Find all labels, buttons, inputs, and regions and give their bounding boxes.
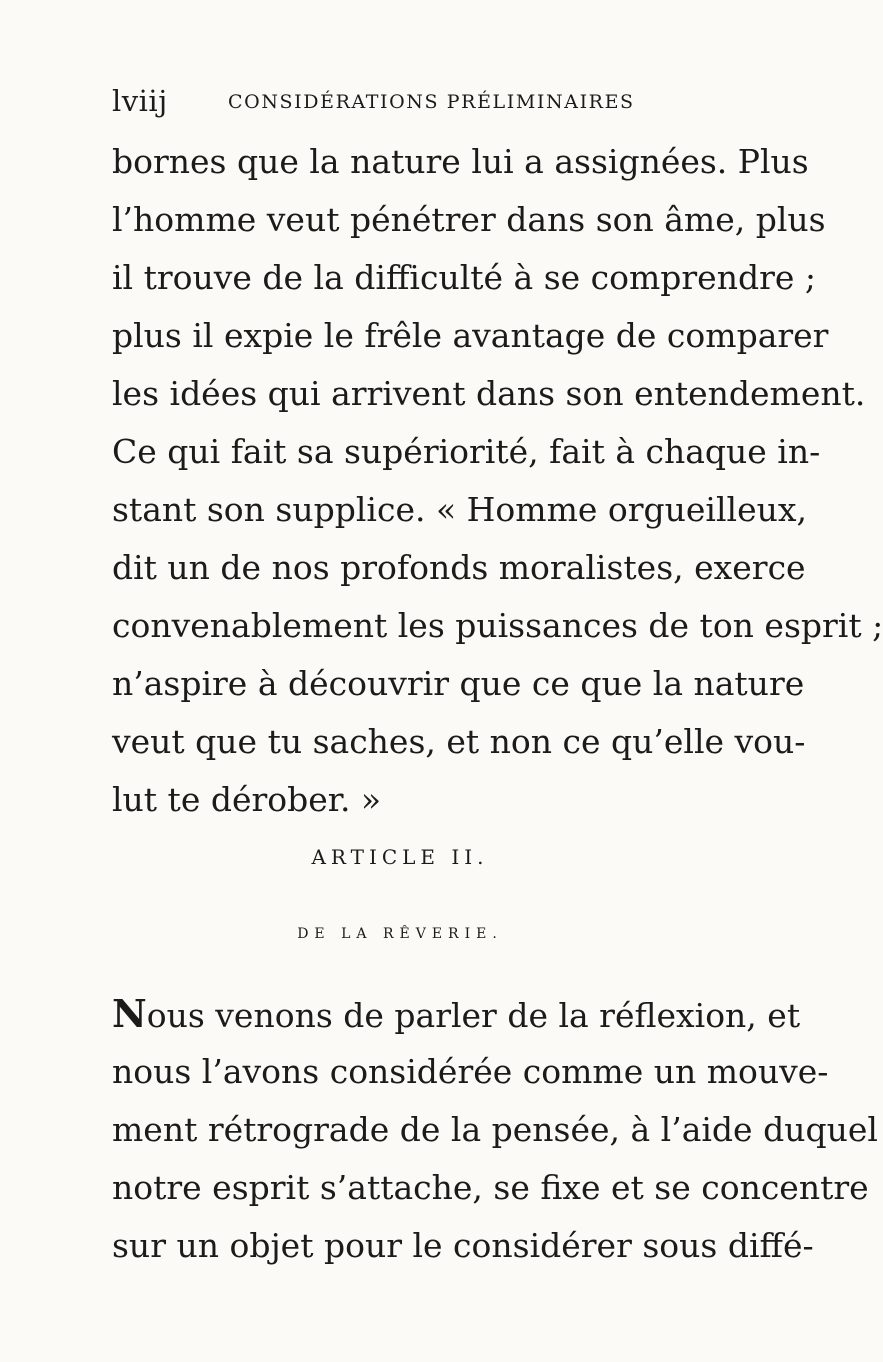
text-line-first bbox=[112, 985, 801, 1043]
first-line-text: ous venons de parler de la réflexion, et bbox=[146, 996, 801, 1035]
text-line: veut que tu saches, et non ce qu’elle vou- bbox=[112, 722, 806, 761]
article-heading: ARTICLE II. bbox=[311, 845, 489, 869]
page-number: lviij bbox=[112, 84, 168, 118]
text-line: plus il expie le frêle avantage de comparer bbox=[112, 316, 829, 355]
text-line: notre esprit s’attache, se fixe et se concentre bbox=[112, 1168, 869, 1207]
text-line: ment rétrograde de la pensée, à l’aide duquel bbox=[112, 1110, 878, 1149]
text-line: bornes que la nature lui a assignées. Plus bbox=[112, 142, 809, 181]
text-line: n’aspire à découvrir que ce que la nature bbox=[112, 664, 805, 703]
drop-cap: N bbox=[112, 991, 147, 1036]
text-line: stant son supplice. « Homme orgueilleux, bbox=[112, 490, 807, 529]
text-line: les idées qui arrivent dans son entendement. bbox=[112, 374, 866, 413]
running-title: CONSIDÉRATIONS PRÉLIMINAIRES bbox=[228, 91, 635, 113]
text-line: convenablement les puissances de ton esprit ; bbox=[112, 606, 883, 645]
text-line: l’homme veut pénétrer dans son âme, plus bbox=[112, 200, 826, 239]
text-line: nous l’avons considérée comme un mouve- bbox=[112, 1052, 829, 1091]
text-line: Ce qui fait sa supériorité, fait à chaque in- bbox=[112, 432, 821, 471]
text-line: lut te dérober. » bbox=[112, 780, 382, 819]
text-line: sur un objet pour le considérer sous diffé- bbox=[112, 1226, 814, 1265]
text-line: dit un de nos profonds moralistes, exerce bbox=[112, 548, 806, 587]
paragraph-reverie bbox=[112, 985, 878, 1275]
text-line: il trouve de la difficulté à se comprendre ; bbox=[112, 258, 817, 297]
article-subtitle: DE LA RÊVERIE. bbox=[297, 926, 503, 942]
paragraph-continued bbox=[112, 133, 883, 829]
running-head bbox=[112, 84, 712, 124]
